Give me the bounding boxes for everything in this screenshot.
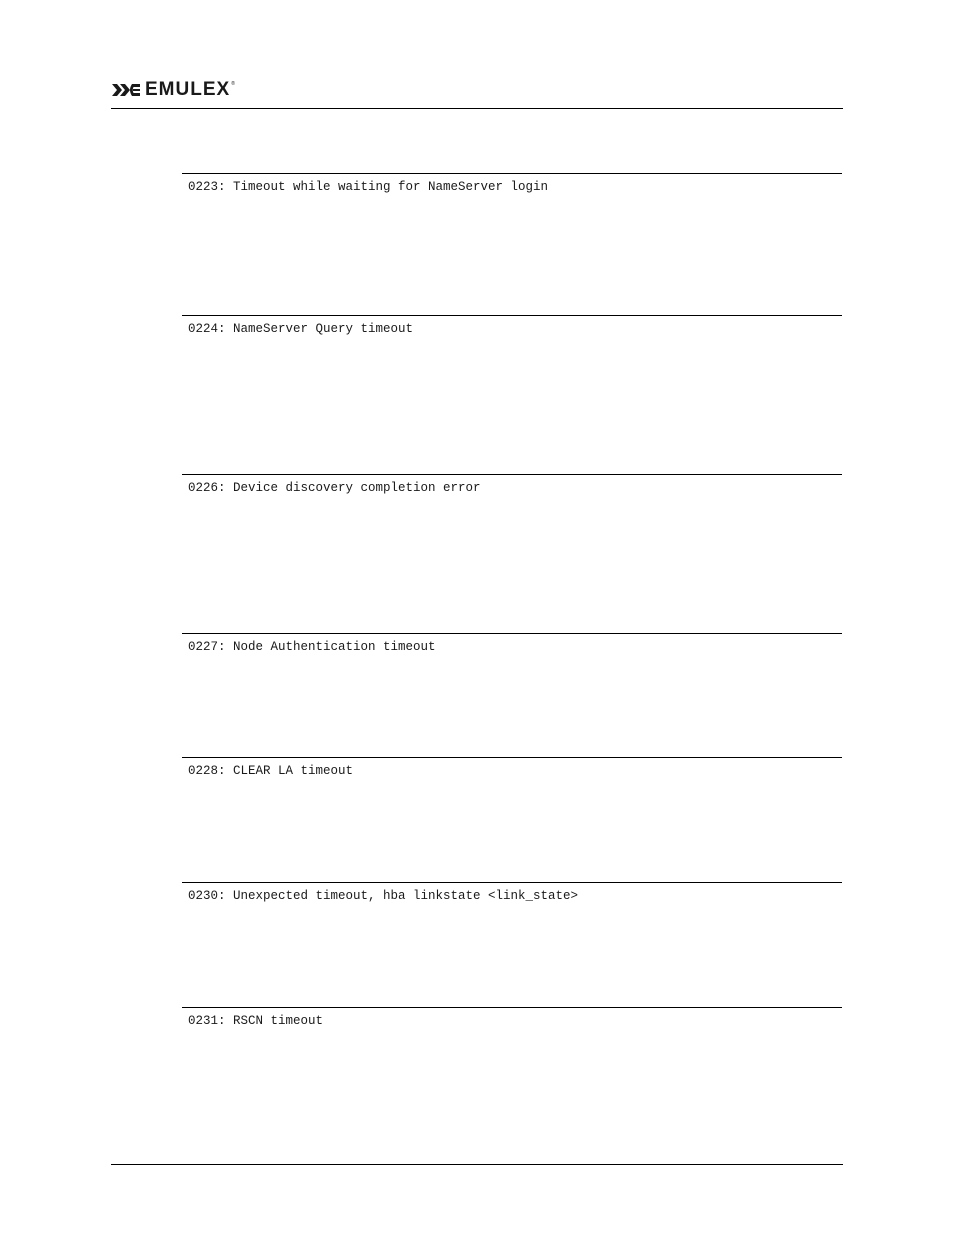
- message-entry: [182, 315, 842, 336]
- message-text: 0227: Node Authentication timeout: [188, 640, 436, 654]
- message-text: 0228: CLEAR LA timeout: [188, 764, 354, 778]
- message-text: 0230: Unexpected timeout, hba linkstate <link_state>: [188, 889, 579, 903]
- message-entry: [182, 882, 842, 903]
- message-text: 0226: Device discovery completion error: [188, 481, 481, 495]
- emulex-mark-icon: [111, 82, 141, 98]
- message-entry: [182, 633, 842, 654]
- header-rule: [111, 108, 843, 109]
- emulex-logo: [111, 80, 235, 100]
- message-entry: [182, 757, 842, 778]
- message-entry: [182, 474, 842, 495]
- message-text: 0231: RSCN timeout: [188, 1014, 324, 1028]
- footer-rule: [111, 1164, 843, 1165]
- message-text: 0224: NameServer Query timeout: [188, 322, 414, 336]
- message-text: 0223: Timeout while waiting for NameServer login: [188, 180, 549, 194]
- message-entry: [182, 1007, 842, 1028]
- trademark: ®: [231, 81, 235, 87]
- message-entry: [182, 173, 842, 194]
- brand-name: EMULEX: [145, 79, 231, 100]
